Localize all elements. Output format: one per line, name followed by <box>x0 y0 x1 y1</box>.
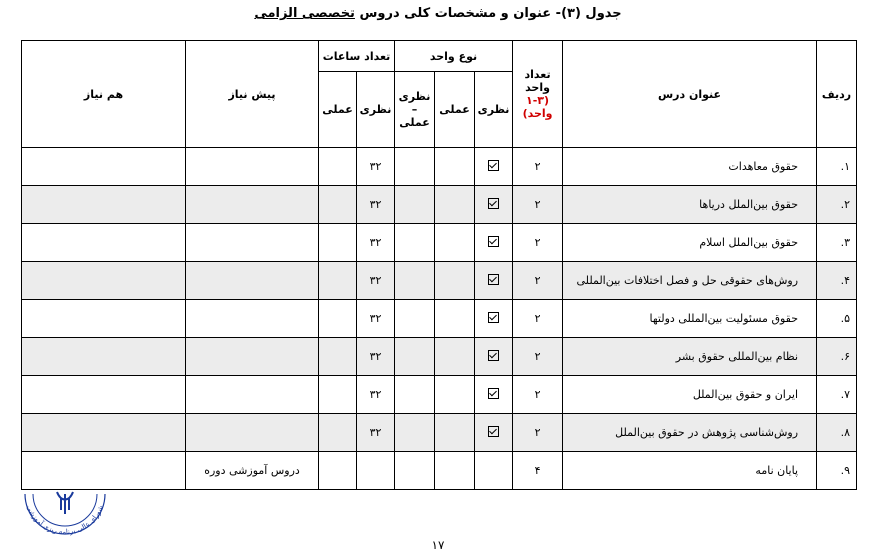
prerequisite <box>186 224 319 262</box>
prerequisite <box>186 186 319 224</box>
course-title: حقوق بین‌الملل دریاها <box>563 186 817 224</box>
course-title: حقوق مسئولیت بین‌المللی دولتها <box>563 300 817 338</box>
unit-theory-cell <box>475 262 513 300</box>
units-count: ۲ <box>513 262 563 300</box>
unit-theory-practical-cell <box>395 414 435 452</box>
prerequisite <box>186 148 319 186</box>
hours-theory: ۳۲ <box>357 300 395 338</box>
row-number: ۱. <box>817 148 857 186</box>
header-hours: تعداد ساعات <box>319 41 395 72</box>
courses-table <box>21 40 857 490</box>
hours-theory: ۳۲ <box>357 262 395 300</box>
hours-practical <box>319 414 357 452</box>
unit-practical-cell <box>435 224 475 262</box>
corequisite <box>22 186 186 224</box>
unit-practical-cell <box>435 414 475 452</box>
row-number: ۶. <box>817 338 857 376</box>
header-prerequisite: پیش نیاز <box>186 41 319 148</box>
prerequisite <box>186 376 319 414</box>
header-units-range: (۱-۳ <box>526 94 550 107</box>
units-count: ۲ <box>513 338 563 376</box>
corequisite <box>22 148 186 186</box>
header-hours-practical: عملی <box>319 72 357 148</box>
course-title: ایران و حقوق بین‌الملل <box>563 376 817 414</box>
unit-practical-cell <box>435 376 475 414</box>
unit-theory-cell <box>475 300 513 338</box>
header-units-range2: واحد) <box>522 107 553 120</box>
hours-practical <box>319 376 357 414</box>
course-title: حقوق معاهدات <box>563 148 817 186</box>
corequisite <box>22 338 186 376</box>
checkbox-checked-icon <box>488 198 499 209</box>
header-unit-theory: نظری <box>475 72 513 148</box>
checkbox-checked-icon <box>488 160 499 171</box>
table-row <box>22 414 857 452</box>
table-row <box>22 376 857 414</box>
corequisite <box>22 452 186 490</box>
prerequisite <box>186 414 319 452</box>
hours-practical <box>319 148 357 186</box>
row-number: ۲. <box>817 186 857 224</box>
table-row <box>22 338 857 376</box>
hours-practical <box>319 186 357 224</box>
header-hours-theory: نظری <box>357 72 395 148</box>
unit-theory-practical-cell <box>395 452 435 490</box>
course-title: روش‌شناسی پژوهش در حقوق بین‌الملل <box>563 414 817 452</box>
prerequisite <box>186 262 319 300</box>
page-number: ۱۷ <box>431 538 445 552</box>
header-tp-line2: – <box>411 103 418 116</box>
row-number: ۷. <box>817 376 857 414</box>
header-units-line1: تعداد <box>524 68 551 81</box>
table-row <box>22 452 857 490</box>
corequisite <box>22 262 186 300</box>
table-row <box>22 262 857 300</box>
hours-theory: ۳۲ <box>357 414 395 452</box>
table-row <box>22 300 857 338</box>
unit-theory-practical-cell <box>395 186 435 224</box>
checkbox-checked-icon <box>488 312 499 323</box>
prerequisite <box>186 300 319 338</box>
hours-practical <box>319 338 357 376</box>
corequisite <box>22 224 186 262</box>
unit-practical-cell <box>435 452 475 490</box>
units-count: ۲ <box>513 148 563 186</box>
units-count: ۲ <box>513 414 563 452</box>
checkbox-checked-icon <box>488 350 499 361</box>
header-tp-line1: نظری <box>398 90 431 103</box>
units-count: ۲ <box>513 186 563 224</box>
course-title: روش‌های حقوقی حل و فصل اختلافات بین‌المللی <box>563 262 817 300</box>
table-row <box>22 224 857 262</box>
table-row <box>22 186 857 224</box>
unit-theory-practical-cell <box>395 338 435 376</box>
header-units-count <box>513 41 563 148</box>
row-number: ۸. <box>817 414 857 452</box>
units-count: ۲ <box>513 300 563 338</box>
caption-text: جدول (۳)- عنوان و مشخصات کلی دروس <box>354 6 622 21</box>
unit-theory-practical-cell <box>395 148 435 186</box>
course-title: نظام بین‌المللی حقوق بشر <box>563 338 817 376</box>
hours-theory: ۳۲ <box>357 186 395 224</box>
unit-theory-cell <box>475 338 513 376</box>
unit-theory-practical-cell <box>395 224 435 262</box>
row-number: ۴. <box>817 262 857 300</box>
unit-theory-practical-cell <box>395 262 435 300</box>
hours-theory: ۳۲ <box>357 376 395 414</box>
header-row-no: ردیف <box>817 41 857 148</box>
checkbox-checked-icon <box>488 236 499 247</box>
header-unit-practical: عملی <box>435 72 475 148</box>
unit-theory-cell <box>475 452 513 490</box>
unit-practical-cell <box>435 338 475 376</box>
checkbox-checked-icon <box>488 388 499 399</box>
unit-practical-cell <box>435 262 475 300</box>
header-tp-line3: عملی <box>399 116 430 129</box>
unit-theory-cell <box>475 224 513 262</box>
hours-theory: ۳۲ <box>357 148 395 186</box>
corequisite <box>22 300 186 338</box>
table-caption <box>0 6 876 21</box>
header-unit-type: نوع واحد <box>395 41 513 72</box>
unit-theory-cell <box>475 148 513 186</box>
caption-underlined: تخصصی الزامی <box>254 6 355 21</box>
header-units-line2: واحد <box>525 81 550 94</box>
row-number: ۹. <box>817 452 857 490</box>
hours-practical <box>319 224 357 262</box>
checkbox-checked-icon <box>488 274 499 285</box>
unit-practical-cell <box>435 148 475 186</box>
hours-theory: ۳۲ <box>357 338 395 376</box>
prerequisite <box>186 338 319 376</box>
prerequisite: دروس آموزشی دوره <box>186 452 319 490</box>
hours-practical <box>319 300 357 338</box>
units-count: ۲ <box>513 224 563 262</box>
table-header <box>22 41 857 148</box>
corequisite <box>22 414 186 452</box>
units-count: ۲ <box>513 376 563 414</box>
header-unit-theory-practical <box>395 72 435 148</box>
hours-practical <box>319 452 357 490</box>
table-body <box>22 148 857 490</box>
header-corequisite: هم نیاز <box>22 41 186 148</box>
corequisite <box>22 376 186 414</box>
hours-theory: ۳۲ <box>357 224 395 262</box>
course-title: حقوق بین‌الملل اسلام <box>563 224 817 262</box>
row-number: ۵. <box>817 300 857 338</box>
unit-theory-practical-cell <box>395 300 435 338</box>
unit-theory-practical-cell <box>395 376 435 414</box>
units-count: ۴ <box>513 452 563 490</box>
unit-theory-cell <box>475 186 513 224</box>
unit-theory-cell <box>475 414 513 452</box>
unit-practical-cell <box>435 186 475 224</box>
unit-practical-cell <box>435 300 475 338</box>
hours-theory <box>357 452 395 490</box>
header-course-title: عنوان درس <box>563 41 817 148</box>
hours-practical <box>319 262 357 300</box>
table-row <box>22 148 857 186</box>
row-number: ۳. <box>817 224 857 262</box>
unit-theory-cell <box>475 376 513 414</box>
seal-text: شورای عالی برنامه ریزی آموزشی <box>25 504 105 537</box>
checkbox-checked-icon <box>488 426 499 437</box>
course-title: پایان نامه <box>563 452 817 490</box>
